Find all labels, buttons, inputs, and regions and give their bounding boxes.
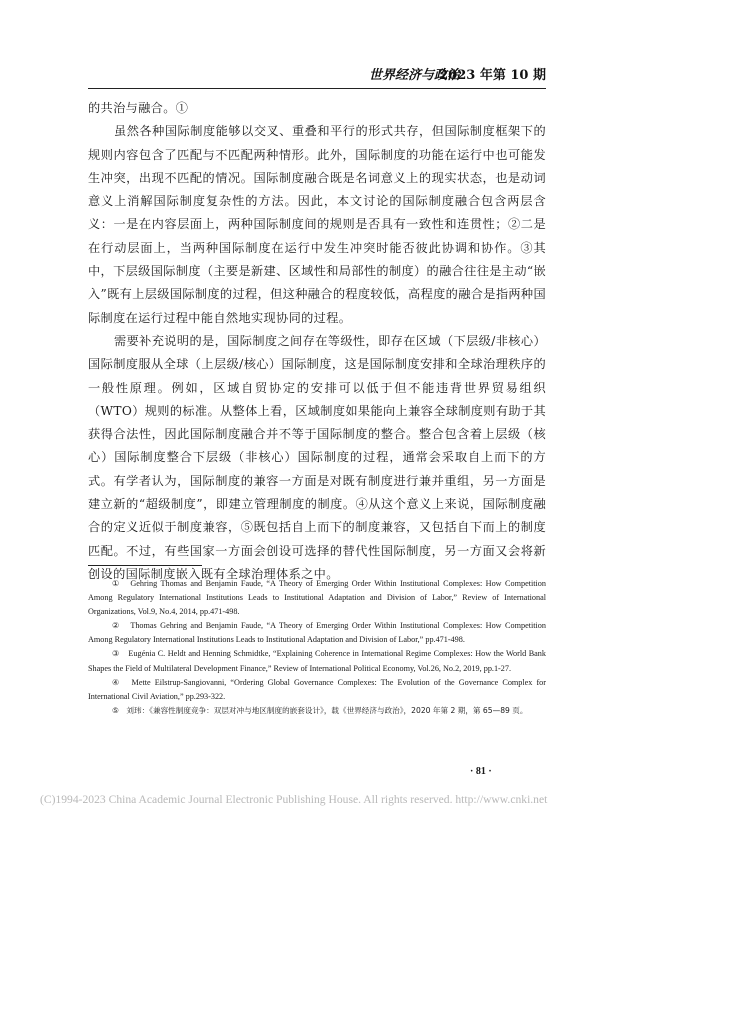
footnote: ④ Mette Eilstrup-Sangiovanni, “Ordering Global Governance Complexes: The Evolution of the Governance Complex for International Civil Aviation,” pp.293-322. [88,677,546,701]
footnote: ⑤ 刘玮：《兼容性制度竞争：双层对冲与地区制度的嵌套设计》，载《世界经济与政治》，2020 年第 2 期，第 65—89 页。 [112,705,528,715]
paragraph: 虽然各种国际制度能够以交叉、重叠和平行的形式共存，但国际制度框架下的规则内容包含了匹配与不匹配两种情形。此外，国际制度的功能在运行中也可能发生冲突，出现不匹配的情况。国际制度融合既是名词意义上的现实状态，也是动词意义上消解国际制度复杂性的方法。因此，本文讨论的国际制度融合包含两层含义：一是在内容层面上，两种国际制度间的规则是否具有一致性和连贯性；②二是在行动层面上，当两种国际制度在运行中发生冲突时能否彼此协调和协作。③其中，下层级国际制度（主要是新建、区域性和局部性的制度）的融合往往是主动“嵌入”既有上层级国际制度的过程，但这种融合的程度较低，高程度的融合是指两种国际制度在运行过程中能自然地实现协同的过程。 [88,124,546,325]
running-header [88,62,546,89]
copyright-line: (C)1994-2023 China Academic Journal Electronic Publishing House. All rights reserved. http://www.cnki.net [40,793,548,806]
footnote: ① Gehring Thomas and Benjamin Faude, “A Theory of Emerging Order Within Institutional Complexes: How Competition Among Regulatory International Institutions Leads to Institutional Adaptation and Division of Labor,” Review of International Organizations, Vol.9, No.4, 2014, pp.471-498. [88,579,546,617]
journal-logo: 世界经济与政治 [368,68,460,83]
body-text [88,97,546,586]
footnote-separator [88,565,202,566]
footnotes [88,577,546,718]
page-number: · 81 · [470,766,492,777]
issue-label: 2023 年第 10 期 [439,68,546,83]
paragraph: 需要补充说明的是，国际制度之间存在等级性，即存在区域（下层级/非核心）国际制度服从全球（上层级/核心）国际制度，这是国际制度安排和全球治理秩序的一般性原理。例如，区域自贸协定的安排可以低于但不能违背世界贸易组织（WTO）规则的标准。从整体上看，区域制度如果能向上兼容全球制度则有助于其获得合法性，因此国际制度融合并不等于国际制度的整合。整合包含着上层级（核心）国际制度整合下层级（非核心）国际制度的过程，通常会采取自上而下的方式。有学者认为，国际制度的兼容一方面是对既有制度进行兼并重组，另一方面是建立新的“超级制度”，即建立管理制度的制度。④从这个意义上来说，国际制度融合的定义近似于制度兼容，⑤既包括自上而下的制度兼容，又包括自下而上的制度匹配。不过，有些国家一方面会创设可选择的替代性国际制度，另一方面又会将新创设的国际制度嵌入既有全球治理体系之中。 [88,333,546,581]
footnote: ② Thomas Gehring and Benjamin Faude, “A Theory of Emerging Order Within Institutional Complexes: How Competition Among Regulatory International Institutions Leads to Institutional Adaptation and Division of Labor,” pp.471-498. [88,621,546,645]
footnote: ③ Eugénia C. Heldt and Henning Schmidtke, “Explaining Coherence in International Regime Complexes: How the World Bank Shapes the Field of Multilateral Development Finance,” Review of International Political Economy, Vol.26, No.2, 2019, pp.1-27. [88,649,546,673]
paragraph: 的共治与融合。① [88,101,189,115]
